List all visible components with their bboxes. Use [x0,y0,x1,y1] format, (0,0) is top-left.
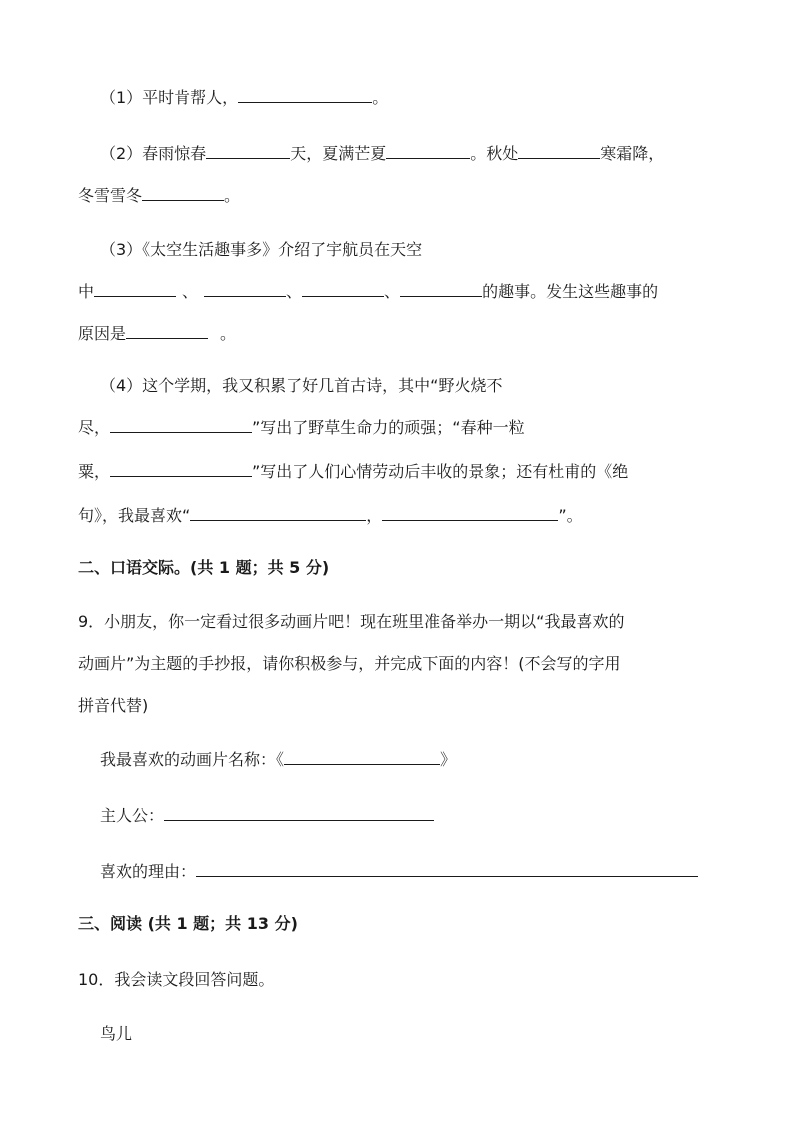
answer-blank[interactable] [302,282,384,297]
q8-item4-line3: 粟， ”写出了人们心情劳动后丰收的景象；还有杜甫的《绝 [78,462,629,481]
q8-item3-line2: 中 、 、 、 的趣事。发生这些趣事的 [78,282,659,301]
answer-blank[interactable] [142,186,224,201]
answer-blank[interactable] [110,418,252,433]
answer-blank[interactable] [206,144,290,159]
q10-line: 10．我会读文段回答问题。 [78,970,275,989]
answer-blank[interactable] [238,88,372,103]
q8-item4-line1: （4）这个学期，我又积累了好几首古诗，其中“野火烧不 [100,376,503,395]
answer-blank[interactable] [126,324,208,339]
hero-blank[interactable] [164,806,434,821]
q9-line1: 9．小朋友，你一定看过很多动画片吧！现在班里准备举办一期以“我最喜欢的 [78,612,625,631]
q9-line2: 动画片”为主题的手抄报，请你积极参与，并完成下面的内容！(不会写的字用 [78,654,621,673]
answer-blank[interactable] [518,144,600,159]
answer-blank[interactable] [204,282,286,297]
q8-item3-line1: （3）《太空生活趣事多》介绍了宇航员在天空 [100,240,423,259]
q8-item4-line2: 尽， ”写出了野草生命力的顽强；“春种一粒 [78,418,525,437]
answer-blank[interactable] [382,506,558,521]
q9-cartoon-name: 我最喜欢的动画片名称：《 》 [100,750,457,769]
answer-blank[interactable] [94,282,176,297]
q8-item2-line1: （2）春雨惊春 天，夏满芒夏 。秋处 寒霜降， [100,144,665,163]
q8-item4-line4: 句》，我最喜欢“ ， ”。 [78,506,583,525]
section-heading: 二、口语交际。(共 1 题；共 5 分) [78,558,330,577]
q8-item1: （1）平时肯帮人， 。 [100,88,389,107]
answer-blank[interactable] [190,506,366,521]
q9-line3: 拼音代替) [78,696,149,715]
passage-title: 鸟儿 [100,1024,133,1043]
q9-hero: 主人公： [100,806,434,826]
q8-item3-line3: 原因是 。 [78,324,237,343]
q9-reason: 喜欢的理由： [100,862,698,882]
q8-item2-line2: 冬雪雪冬 。 [78,186,241,205]
answer-blank[interactable] [386,144,470,159]
cartoon-name-blank[interactable] [284,750,440,765]
reason-blank[interactable] [196,862,698,877]
section-heading: 三、阅读 (共 1 题；共 13 分) [78,914,298,933]
answer-blank[interactable] [400,282,482,297]
answer-blank[interactable] [110,462,252,477]
